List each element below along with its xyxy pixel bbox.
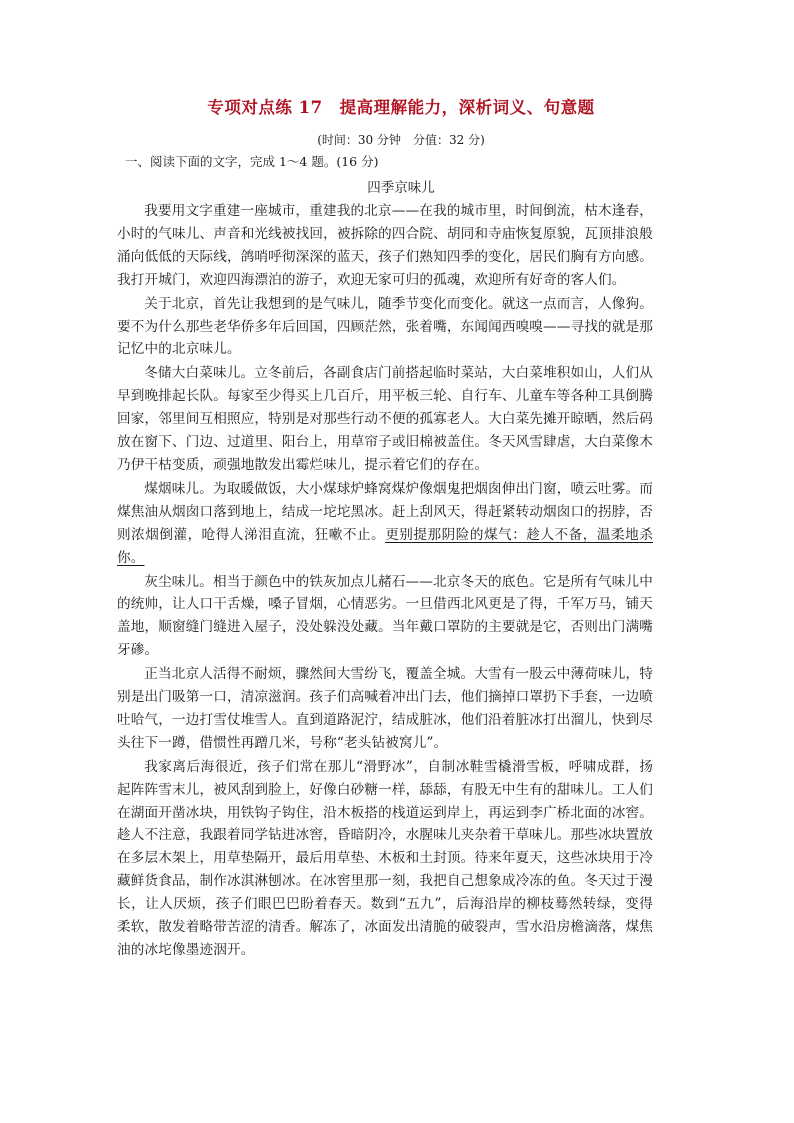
paragraph-2: 关于北京，首先让我想到的是气味儿，随季节变化而变化。就这一点而言，人像狗。要不为什么那些老华侨多年后回国，四顾茫然，张着嘴，东闻闻西嗅嗅——寻找的就是那记忆中的北京味儿。 [117,295,654,358]
paragraph-5: 灰尘味儿。相当于颜色中的铁灰加点儿赭石——北京冬天的底色。它是所有气味儿中的统帅，让人口干舌燥，嗓子冒烟，心情恶劣。一旦借西北风更是了得，千军万马，铺天盖地，顺窗缝门缝进入屋子，没处躲没处藏。当年戴口罩防的主要就是它，否则出门满嘴牙碜。 [117,573,654,659]
paragraph-1: 我要用文字重建一座城市，重建我的北京——在我的城市里，时间倒流，枯木逢春，小时的气味儿、声音和光线被找回，被拆除的四合院、胡同和寺庙恢复原貌，瓦顶排浪般涌向低低的天际线，鸽哨呼彻深深的蓝天，孩子们熟知四季的变化，居民们胸有方向感。我打开城门，欢迎四海漂泊的游子，欢迎无家可归的孤魂，欢迎所有好奇的客人们。 [117,203,654,288]
page-title: 专项对点练 17 提高理解能力，深析词义、句意题 [207,98,595,117]
essay-body [117,200,653,962]
paragraph-6: 正当北京人活得不耐烦，骤然间大雪纷飞，覆盖全城。大雪有一股云中薄荷味儿，特别是出门吸第一口，清凉滋润。孩子们高喊着冲出门去，他们摘掉口罩扔下手套，一边喷吐哈气，一边打雪仗堆雪人。直到道路泥泞，结成脏冰，他们沿着脏冰打出溜儿，快到尽头往下一蹲，借惯性再蹭几米，号称“老头钻被窝儿”。 [117,666,654,751]
paragraph-4 [117,478,653,570]
paragraph-3: 冬储大白菜味儿。立冬前后，各副食店门前搭起临时菜站，大白菜堆积如山，人们从早到晚排起长队。每家至少得买上几百斤，用平板三轮、自行车、儿童车等各种工具倒腾回家，邻里间互相照应，特别是对那些行动不便的孤寡老人。大白菜先摊开晾晒，然后码放在窗下、门边、过道里、阳台上，用草帘子或旧棉被盖住。冬天风雪肆虐，大白菜像木乃伊干枯变质，顽强地散发出霉烂味儿，提示着它们的存在。 [117,365,654,473]
time-score-info: (时间：30 分钟 分值：32 分) [317,133,485,147]
document-page [117,96,653,962]
underlined-sentence: 更别提那阴险的煤气：趁人不备，温柔地杀你。 [117,526,653,566]
essay-title: 四季京味儿 [367,180,435,196]
paragraph-7: 我家离后海很近，孩子们常在那儿“滑野冰”，自制冰鞋雪橇滑雪板，呼啸成群，扬起阵阵雪末儿，被风刮到脸上，好像白砂糖一样，舔舔，有股无中生有的甜味儿。工人们在湖面开凿冰块，用铁钩子钩住，沿木板搭的栈道运到岸上，再运到李广桥北面的冰窖。趁人不注意，我跟着同学钻进冰窖，昏暗阴冷，水腥味儿夹杂着干草味儿。那些冰块置放在多层木架上，用草垫隔开，最后用草垫、木板和土封顶。待来年夏天，这些冰块用于冷藏鲜货食品，制作冰淇淋刨冰。在冰窖里那一刻，我把自己想象成冷冻的鱼。冬天过于漫长，让人厌烦，孩子们眼巴巴盼着春天。数到“五九”，后海沿岸的柳枝蓦然转绿，变得柔软，散发着略带苦涩的清香。解冻了，冰面发出清脆的破裂声，雪水沿房檐滴落，煤焦油的冰坨像墨迹洇开。 [117,758,654,958]
section-heading: 一、阅读下面的文字，完成 1～4 题。(16 分) [125,154,379,169]
paragraph-4-text: 煤烟味儿。为取暖做饭，大小煤球炉蜂窝煤炉像烟鬼把烟囱伸出门窗，喷云吐雾。而煤焦油从烟囱口落到地上，结成一坨坨黑冰。赶上刮风天，得赶紧转动烟囱口的拐脖，否则浓烟倒灌，呛得人涕泪直流，狂嗽不止。 [117,480,654,543]
